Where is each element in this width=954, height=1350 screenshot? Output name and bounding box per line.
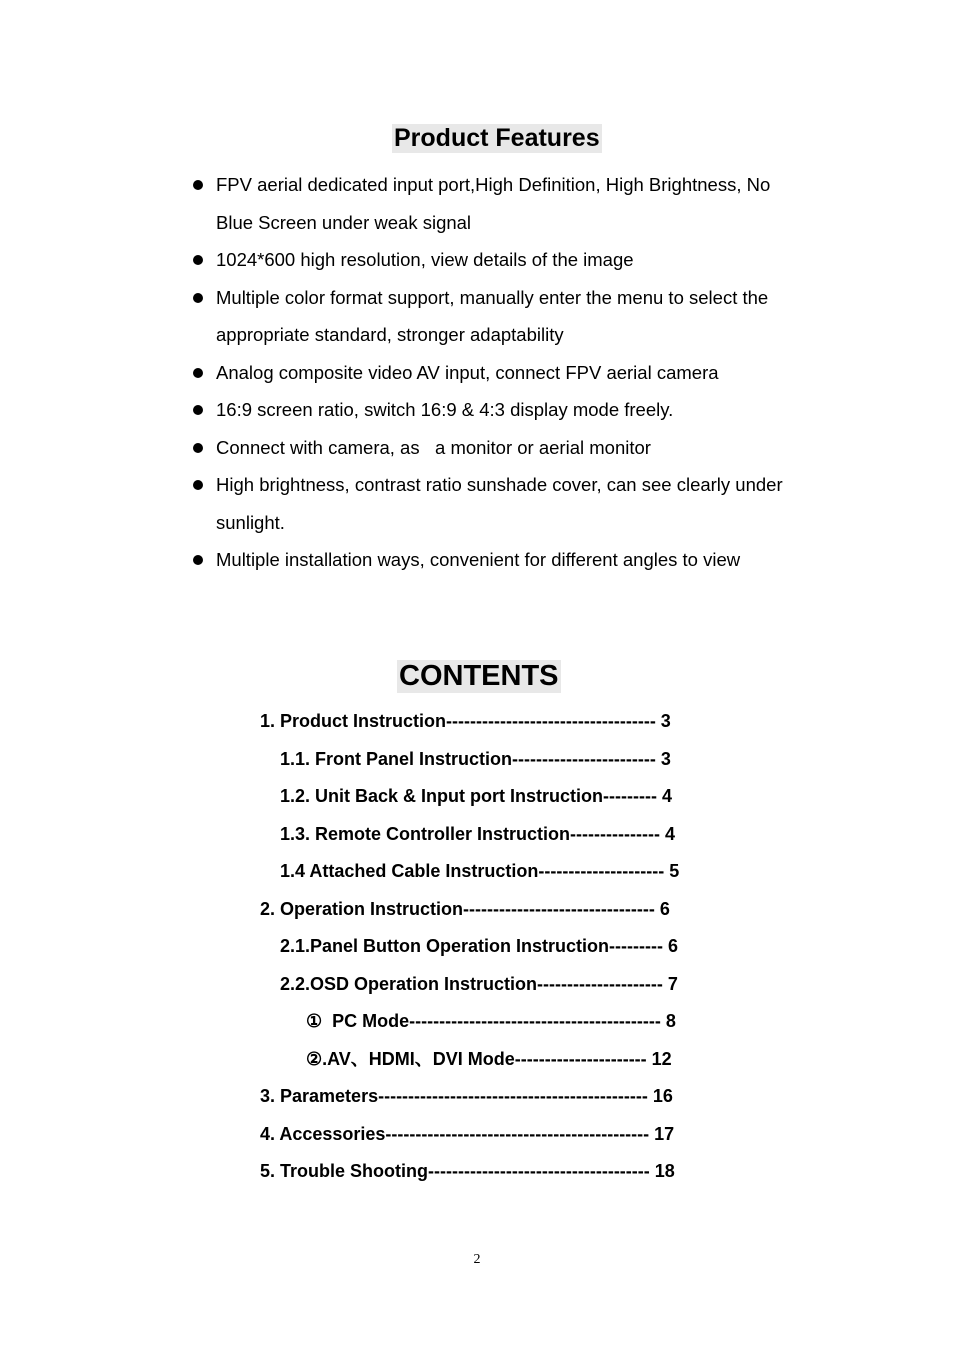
feature-text: 16:9 screen ratio, switch 16:9 & 4:3 display mode freely. bbox=[216, 399, 674, 420]
toc-entry[interactable]: 3. Parameters--------------------------------------------- 16 bbox=[260, 1086, 673, 1106]
bullet-icon bbox=[193, 480, 203, 490]
feature-text: Analog composite video AV input, connect FPV aerial camera bbox=[216, 361, 719, 383]
feature-text: Multiple color format support, manually enter the menu to select the bbox=[216, 286, 769, 308]
contents-heading: CONTENTS bbox=[399, 660, 559, 692]
feature-text: appropriate standard, stronger adaptability bbox=[216, 324, 564, 345]
toc-entry[interactable]: ②.AV、HDMI、DVI Mode---------------------- 12 bbox=[306, 1048, 672, 1069]
bullet-icon bbox=[193, 405, 203, 415]
feature-text: Blue Screen under weak signal bbox=[216, 211, 472, 233]
bullet-icon bbox=[193, 555, 203, 565]
feature-item bbox=[190, 166, 830, 241]
feature-item bbox=[190, 466, 830, 541]
page-number: 2 bbox=[473, 1252, 481, 1267]
toc-entry[interactable]: 1.4 Attached Cable Instruction--------------------- 5 bbox=[280, 861, 680, 881]
toc-entry[interactable]: 2.2.OSD Operation Instruction--------------------- 7 bbox=[280, 973, 678, 994]
feature-item bbox=[190, 241, 830, 279]
feature-text: 1024*600 high resolution, view details of the image bbox=[216, 249, 634, 270]
feature-text: Connect with camera, as a monitor or aerial monitor bbox=[216, 436, 651, 458]
toc-entry[interactable]: 2. Operation Instruction-------------------------------- 6 bbox=[260, 898, 670, 919]
product-features-heading: Product Features bbox=[394, 124, 600, 152]
feature-text: Multiple installation ways, convenient for different angles to view bbox=[216, 549, 741, 570]
bullet-icon bbox=[193, 293, 203, 303]
feature-item bbox=[190, 279, 830, 354]
feature-item bbox=[190, 354, 830, 392]
bullet-icon bbox=[193, 443, 203, 453]
toc-entry[interactable]: 1. Product Instruction----------------------------------- 3 bbox=[260, 711, 671, 731]
feature-item bbox=[190, 391, 830, 429]
feature-item bbox=[190, 429, 830, 467]
toc-entry[interactable]: 1.1. Front Panel Instruction------------------------ 3 bbox=[280, 748, 671, 769]
toc-entry[interactable]: 2.1.Panel Button Operation Instruction--------- 6 bbox=[280, 936, 678, 956]
feature-text: FPV aerial dedicated input port,High Definition, High Brightness, No bbox=[216, 174, 771, 195]
feature-text: sunlight. bbox=[216, 511, 285, 533]
feature-item bbox=[190, 541, 830, 579]
bullet-icon bbox=[193, 255, 203, 265]
bullet-icon bbox=[193, 368, 203, 378]
product-features-list bbox=[190, 166, 830, 579]
feature-text: High brightness, contrast ratio sunshade cover, can see clearly under bbox=[216, 474, 783, 495]
toc-entry[interactable]: 5. Trouble Shooting------------------------------------- 18 bbox=[260, 1161, 675, 1181]
table-of-contents bbox=[260, 703, 679, 1191]
toc-entry[interactable]: ① PC Mode------------------------------------------ 8 bbox=[306, 1011, 676, 1031]
toc-entry[interactable]: 4. Accessories-------------------------------------------- 17 bbox=[260, 1123, 675, 1144]
bullet-icon bbox=[193, 180, 203, 190]
toc-entry[interactable]: 1.2. Unit Back & Input port Instruction--------- 4 bbox=[280, 786, 672, 806]
toc-entry[interactable]: 1.3. Remote Controller Instruction--------------- 4 bbox=[280, 823, 675, 844]
